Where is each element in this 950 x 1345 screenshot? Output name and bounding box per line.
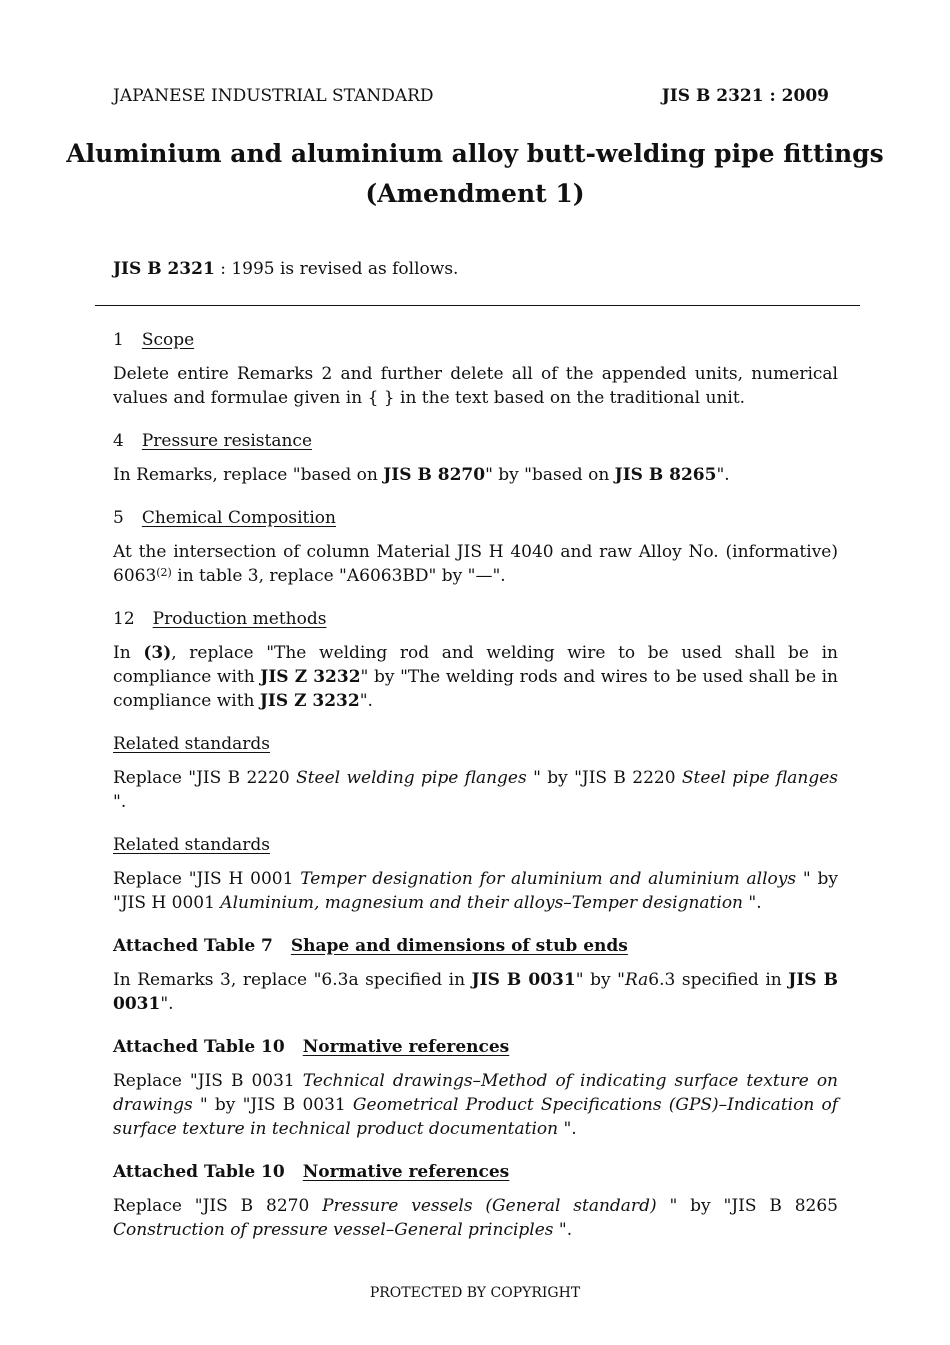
section-title: Chemical Composition [141,508,336,528]
text-run: ". [553,1220,573,1240]
section-production-methods [113,607,838,713]
section-number: 4 [113,431,124,451]
title-line-2: (Amendment 1) [365,179,585,208]
intro-rest: : 1995 is revised as follows. [214,259,459,279]
section-label: Attached Table 7 [113,936,273,956]
text-run: Replace "JIS B 8270 [113,1196,323,1216]
text-run: ". [558,1119,577,1139]
section-number: 12 [113,609,135,629]
symbol: Ra [624,970,649,990]
section-heading [113,1160,838,1184]
section-heading [113,429,838,453]
section-body [113,968,838,1016]
section-body [113,463,838,487]
section-attached-table-10-b [113,1160,838,1242]
standard-title: Aluminium, magnesium and their alloys–Temper designation [220,893,744,913]
section-heading [113,506,838,530]
intro-standard: JIS B 2321 [113,259,215,279]
section-label: Attached Table 10 [113,1037,285,1057]
section-heading [113,732,838,756]
section-title: Normative references [302,1162,510,1182]
section-related-standards-2 [113,833,838,915]
text-run: In Remarks, replace "based on [113,465,384,485]
section-title: Shape and dimensions of stub ends [290,936,628,956]
section-body [113,540,838,588]
text-run: In Remarks 3, replace "6.3a specified in [113,970,472,990]
section-label: Attached Table 10 [113,1162,285,1182]
header-standard-number: JIS B 2321 : 2009 [661,86,829,106]
section-body [113,1069,838,1141]
text-run: Replace "JIS B 2220 [113,768,297,788]
item-ref: (3) [143,643,172,663]
amendment-content [113,328,838,1261]
footnote-ref: (2) [156,566,172,579]
text-run: ". [160,994,174,1014]
text-run: in table 3, replace "A6063BD" by "—". [171,566,506,586]
standard-ref: JIS Z 3232 [260,667,361,687]
text-run: , replace "The welding rod and welding wire to be used shall be in compliance with [113,643,838,687]
text-run: 6.3 specified in [648,970,789,990]
standard-ref: JIS B 0031 [113,970,838,1014]
text-run: Replace "JIS H 0001 [113,869,301,889]
text-run: ". [359,691,373,711]
divider [95,305,860,306]
text-run: Replace "JIS B 0031 [113,1071,303,1091]
section-heading [113,934,838,958]
text-run: ". [716,465,730,485]
section-pressure-resistance [113,429,838,487]
text-run: " by "The welding rods and wires to be used shall be in compliance with [113,667,838,711]
document-title [60,134,890,214]
standard-title: Steel pipe flanges [681,768,838,788]
section-title: Related standards [113,734,271,754]
section-title: Normative references [302,1037,510,1057]
standard-ref: JIS B 8270 [383,465,486,485]
section-body [113,867,838,915]
text-run: In [113,643,144,663]
section-heading [113,833,838,857]
standard-title: Technical drawings–Method of indicating surface texture on drawings [113,1071,839,1115]
section-body [113,766,838,814]
section-title: Production methods [152,609,327,629]
section-title: Pressure resistance [141,431,313,451]
standard-ref: JIS B 8265 [614,465,717,485]
title-line-1: Aluminium and aluminium alloy butt-welding pipe fittings [66,139,884,168]
copyright-footer: PROTECTED BY COPYRIGHT [369,1285,581,1301]
text-run: " by "JIS H 0001 [113,869,838,913]
standard-ref: JIS Z 3232 [259,691,360,711]
section-heading [113,328,838,352]
text-run: " by "JIS B 8265 [656,1196,838,1216]
section-body [113,641,838,713]
text-run: " by "JIS B 2220 [526,768,682,788]
standard-title: Temper designation for aluminium and aluminium alloys [300,869,797,889]
section-number: 5 [113,508,124,528]
section-body [113,1194,838,1242]
standard-title: Construction of pressure vessel–General principles [113,1220,554,1240]
text-run: ". [743,893,762,913]
section-related-standards-1 [113,732,838,814]
text-run: " by "based on [485,465,615,485]
section-heading [113,607,838,631]
section-chemical-composition [113,506,838,588]
section-attached-table-7 [113,934,838,1016]
standard-title: Steel welding pipe flanges [296,768,527,788]
text-run: " by "JIS B 0031 [192,1095,353,1115]
section-title: Related standards [113,835,271,855]
standard-ref: JIS B 0031 [471,970,576,990]
standard-title: Pressure vessels (General standard) [322,1196,657,1216]
standard-title: Geometrical Product Specifications (GPS)–Indication of surface texture in technical product documentation [113,1095,838,1139]
section-attached-table-10-a [113,1035,838,1141]
section-body [113,362,838,410]
text-run: At the intersection of column Material JIS H 4040 and raw Alloy No. (informative) 6063 [113,542,838,586]
intro-text [113,259,458,279]
section-scope [113,328,838,410]
text-run: ". [113,792,127,812]
section-number: 1 [113,330,124,350]
text-run: Delete entire Remarks 2 and further delete all of the appended units, numerical values and formulae given in { } in the text based on the traditional unit. [113,364,838,408]
text-run: " by " [575,970,625,990]
section-title: Scope [141,330,195,350]
header-standard-type: JAPANESE INDUSTRIAL STANDARD [113,86,434,106]
section-heading [113,1035,838,1059]
